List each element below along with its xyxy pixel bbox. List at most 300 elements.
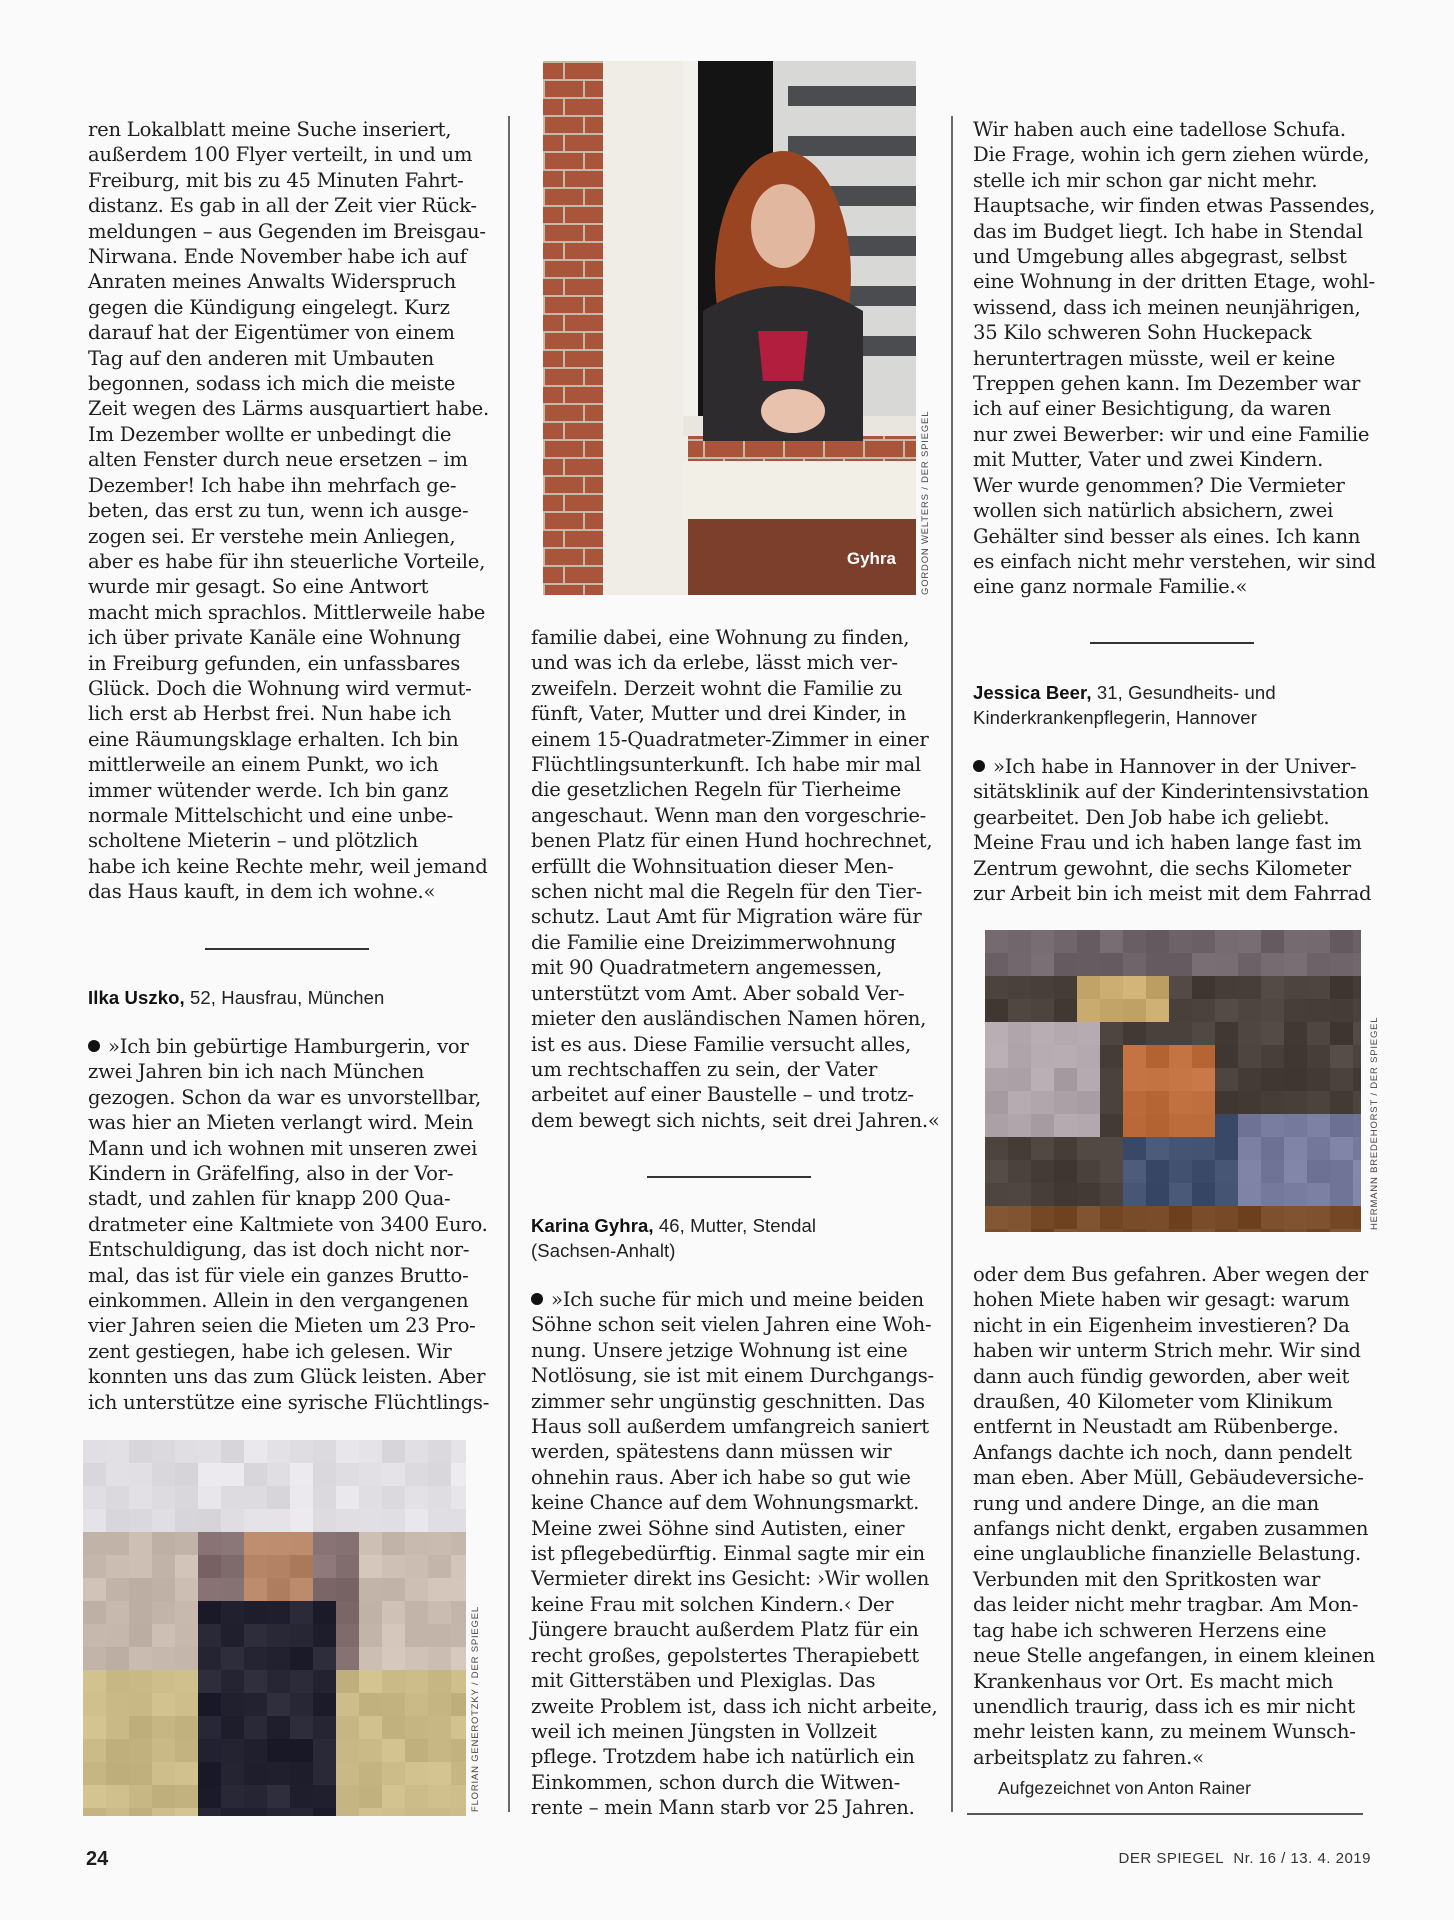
mosaic-tile — [1054, 1091, 1077, 1114]
mosaic-tile — [175, 1762, 198, 1785]
mosaic-tile — [1169, 999, 1192, 1022]
text-line-content: ich über private Kanäle eine Wohnung — [88, 626, 461, 650]
mosaic-tile — [1077, 930, 1100, 953]
mosaic-tile — [1215, 1206, 1238, 1229]
text-line-content: normale Mittelschicht und eine unbe- — [88, 803, 453, 827]
mosaic-tile — [244, 1578, 267, 1601]
mosaic-tile — [152, 1486, 175, 1509]
mosaic-tile — [336, 1555, 359, 1578]
mosaic-tile — [336, 1739, 359, 1762]
text-line — [973, 498, 1373, 523]
text-line — [531, 1592, 931, 1617]
text-line — [88, 193, 488, 218]
magazine-name: DER SPIEGEL — [1118, 1850, 1225, 1867]
mosaic-tile — [290, 1601, 313, 1624]
mosaic-tile — [83, 1440, 106, 1463]
mosaic-tile — [152, 1739, 175, 1762]
mosaic-tile — [1238, 1229, 1261, 1232]
text-line-content: nur zwei Bewerber: wir und eine Familie — [973, 422, 1370, 446]
text-line-content: Dezember! Ich habe ihn mehrfach ge- — [88, 473, 457, 497]
mosaic-tile — [1031, 953, 1054, 976]
text-line-content: fünft, Vater, Mutter und drei Kinder, in — [531, 702, 907, 726]
text-line — [973, 1516, 1373, 1541]
mosaic-tile — [1215, 1229, 1238, 1232]
mosaic-tile — [175, 1532, 198, 1555]
mosaic-tile — [382, 1670, 405, 1693]
mosaic-tile — [175, 1601, 198, 1624]
mosaic-tile — [313, 1808, 336, 1816]
text-line — [88, 1263, 488, 1288]
mosaic-tile — [313, 1785, 336, 1808]
mosaic-tile — [221, 1647, 244, 1670]
text-line — [531, 1465, 931, 1490]
mosaic-tile — [198, 1486, 221, 1509]
text-line — [973, 295, 1373, 320]
text-line-content: begonnen, sodass ich mich die meiste — [88, 372, 456, 396]
mosaic-tile — [405, 1440, 428, 1463]
mosaic-tile — [1261, 1091, 1284, 1114]
text-line-content: oder dem Bus gefahren. Aber wegen der — [973, 1263, 1368, 1286]
mosaic-tile — [1077, 1091, 1100, 1114]
mosaic-tile — [1100, 1137, 1123, 1160]
text-line-content: wurde mir gesagt. So eine Antwort — [88, 575, 429, 599]
text-line-content: schen nicht mal die Regeln für den Tier- — [531, 880, 923, 904]
text-line — [973, 1491, 1373, 1516]
mosaic-tile — [1330, 1160, 1353, 1183]
mosaic-tile — [1192, 1114, 1215, 1137]
text-line — [973, 1618, 1373, 1643]
photo-credit: FLORIAN GENEROTZKY / DER SPIEGEL — [470, 1606, 481, 1812]
mosaic-tile — [382, 1762, 405, 1785]
text-line — [88, 651, 488, 676]
mosaic-tile — [1261, 999, 1284, 1022]
mosaic-tile — [451, 1509, 466, 1532]
mosaic-tile — [1353, 1229, 1361, 1232]
mosaic-tile — [1054, 1206, 1077, 1229]
mosaic-tile — [405, 1532, 428, 1555]
text-line-content: das leider nicht mehr tragbar. Am Mon- — [973, 1593, 1359, 1617]
mosaic-tile — [313, 1463, 336, 1486]
mosaic-tile — [1307, 1068, 1330, 1091]
mosaic-tile — [985, 930, 1008, 953]
mosaic-tile — [221, 1785, 244, 1808]
mosaic-tile — [244, 1624, 267, 1647]
mosaic-tile — [106, 1624, 129, 1647]
mosaic-tile — [313, 1716, 336, 1739]
mosaic-tile — [1307, 1137, 1330, 1160]
mosaic-tile — [1307, 953, 1330, 976]
mosaic-tile — [152, 1555, 175, 1578]
text-line — [88, 803, 488, 828]
text-line — [531, 1719, 931, 1744]
bullet-icon — [973, 760, 985, 772]
mosaic-tile — [1077, 1068, 1100, 1091]
mosaic-tile — [1008, 1206, 1031, 1229]
mosaic-tile — [1353, 1045, 1361, 1068]
mosaic-tile — [1307, 1183, 1330, 1206]
text-line-content: anfangs nicht denkt, ergaben zusammen — [973, 1517, 1369, 1541]
text-line-content: neue Stelle angefangen, in einem kleinen — [973, 1644, 1375, 1668]
mosaic-tile — [1054, 999, 1077, 1022]
mosaic-tile — [198, 1647, 221, 1670]
mosaic-tile — [152, 1693, 175, 1716]
text-line — [973, 168, 1373, 193]
jessica-beer-quote-continued — [973, 1262, 1373, 1770]
mosaic-tile — [1284, 1091, 1307, 1114]
text-line — [531, 1439, 931, 1464]
mosaic-tile — [129, 1647, 152, 1670]
text-line — [531, 1414, 931, 1439]
mosaic-tile — [1077, 1160, 1100, 1183]
mosaic-tile — [1261, 1068, 1284, 1091]
mosaic-tile — [290, 1578, 313, 1601]
mosaic-tile — [1146, 1022, 1169, 1045]
pixelated-image — [83, 1440, 466, 1816]
mosaic-tile — [198, 1785, 221, 1808]
mosaic-tile — [1215, 1114, 1238, 1137]
text-line — [88, 625, 488, 650]
mosaic-tile — [336, 1578, 359, 1601]
mosaic-tile — [1330, 1114, 1353, 1137]
text-line-content: 35 Kilo schweren Sohn Huckepack — [973, 321, 1312, 345]
text-line — [88, 1059, 488, 1084]
text-line — [88, 1339, 488, 1364]
text-line — [973, 244, 1373, 269]
text-line — [531, 1338, 931, 1363]
mosaic-tile — [359, 1670, 382, 1693]
text-line — [88, 142, 488, 167]
mosaic-tile — [129, 1578, 152, 1601]
text-line-content: ich unterstütze eine syrische Flüchtlings- — [88, 1390, 490, 1414]
mosaic-tile — [359, 1808, 382, 1816]
mosaic-tile — [106, 1555, 129, 1578]
photo-jessica-beer-pixelated — [985, 930, 1361, 1232]
mosaic-tile — [221, 1670, 244, 1693]
text-line-content: benen Platz für einen Hund hochrechnet, — [531, 829, 933, 853]
text-line — [531, 1617, 931, 1642]
mosaic-tile — [405, 1808, 428, 1816]
mosaic-tile — [382, 1532, 405, 1555]
mosaic-tile — [1284, 1045, 1307, 1068]
magazine-issue — [1119, 1850, 1371, 1867]
mosaic-tile — [244, 1785, 267, 1808]
mosaic-tile — [1123, 1206, 1146, 1229]
mosaic-tile — [1353, 1114, 1361, 1137]
mosaic-tile — [405, 1486, 428, 1509]
mosaic-tile — [451, 1486, 466, 1509]
mosaic-tile — [1008, 1137, 1031, 1160]
mosaic-tile — [359, 1716, 382, 1739]
mosaic-tile — [313, 1647, 336, 1670]
mosaic-tile — [428, 1808, 451, 1816]
mosaic-tile — [198, 1601, 221, 1624]
text-line — [973, 422, 1373, 447]
mosaic-tile — [336, 1440, 359, 1463]
mosaic-tile — [83, 1785, 106, 1808]
text-line-content: unendlich traurig, dass ich es mir nicht — [973, 1694, 1355, 1718]
mosaic-tile — [152, 1808, 175, 1816]
mosaic-tile — [405, 1509, 428, 1532]
text-line — [531, 1541, 931, 1566]
photo-karina-gyhra — [543, 61, 916, 595]
mosaic-tile — [1031, 1229, 1054, 1232]
text-line-content: darauf hat der Eigentümer von einem — [88, 321, 455, 345]
text-line — [88, 1110, 488, 1135]
mosaic-tile — [1146, 1045, 1169, 1068]
text-line — [531, 1082, 931, 1107]
mosaic-tile — [985, 1229, 1008, 1232]
mosaic-tile — [244, 1555, 267, 1578]
text-line-content: zur Arbeit bin ich meist mit dem Fahrrad — [973, 882, 1372, 906]
mosaic-tile — [1123, 1091, 1146, 1114]
mosaic-tile — [1330, 976, 1353, 999]
text-line-content: unterstützt vom Amt. Aber sobald Ver- — [531, 981, 905, 1005]
text-line-content: weil ich meinen Jüngsten in Vollzeit — [531, 1719, 877, 1743]
text-line — [88, 524, 488, 549]
mosaic-tile — [152, 1532, 175, 1555]
mosaic-tile — [1261, 1229, 1284, 1232]
mosaic-tile — [106, 1716, 129, 1739]
mosaic-tile — [152, 1463, 175, 1486]
mosaic-tile — [1192, 1091, 1215, 1114]
mosaic-tile — [1169, 976, 1192, 999]
mosaic-tile — [198, 1440, 221, 1463]
mosaic-tile — [1008, 1114, 1031, 1137]
mosaic-tile — [1215, 1160, 1238, 1183]
text-line — [531, 701, 931, 726]
mosaic-tile — [382, 1601, 405, 1624]
right-column-continued-text — [973, 117, 1376, 600]
mosaic-tile — [1215, 1091, 1238, 1114]
mosaic-tile — [106, 1486, 129, 1509]
text-line-content: zogen sei. Er verstehe mein Anliegen, — [88, 524, 456, 548]
text-line — [88, 828, 488, 853]
mosaic-tile — [1031, 1114, 1054, 1137]
mosaic-tile — [405, 1624, 428, 1647]
mosaic-tile — [290, 1624, 313, 1647]
mosaic-tile — [106, 1762, 129, 1785]
text-line — [88, 295, 488, 320]
mosaic-tile — [336, 1532, 359, 1555]
text-line-content: rente – mein Mann starb vor 25 Jahren. — [531, 1796, 915, 1820]
text-line — [88, 879, 488, 904]
text-line — [973, 805, 1373, 830]
mosaic-tile — [106, 1647, 129, 1670]
mosaic-tile — [1077, 1022, 1100, 1045]
mosaic-tile — [83, 1463, 106, 1486]
text-line — [973, 1338, 1373, 1363]
text-line — [88, 1161, 488, 1186]
mosaic-tile — [1238, 1022, 1261, 1045]
text-line — [531, 650, 931, 675]
text-line-content: Anfangs dachte ich noch, dann pendelt — [973, 1440, 1352, 1464]
mosaic-tile — [1008, 1229, 1031, 1232]
mosaic-tile — [1330, 1229, 1353, 1232]
mosaic-tile — [175, 1647, 198, 1670]
text-line — [973, 1287, 1373, 1312]
mosaic-tile — [1031, 1137, 1054, 1160]
mosaic-tile — [1238, 930, 1261, 953]
mosaic-tile — [221, 1440, 244, 1463]
mosaic-tile — [221, 1578, 244, 1601]
mosaic-tile — [451, 1762, 466, 1785]
mosaic-tile — [359, 1555, 382, 1578]
mosaic-tile — [244, 1670, 267, 1693]
mosaic-tile — [428, 1486, 451, 1509]
mosaic-tile — [1100, 953, 1123, 976]
text-line — [531, 1566, 931, 1591]
mosaic-tile — [83, 1601, 106, 1624]
mosaic-tile — [336, 1601, 359, 1624]
mosaic-tile — [382, 1463, 405, 1486]
text-line — [88, 778, 488, 803]
profile-name: Karina Gyhra, — [531, 1215, 654, 1236]
text-line-content: Meine Frau und ich haben lange fast im — [973, 831, 1362, 855]
text-line-content: mit 90 Quadratmetern angemessen, — [531, 956, 882, 980]
text-line — [973, 881, 1373, 906]
text-line-content: zweite Problem ist, dass ich nicht arbeite, — [531, 1694, 938, 1718]
mosaic-tile — [152, 1509, 175, 1532]
mosaic-tile — [129, 1739, 152, 1762]
text-line-content: aber es habe für ihn steuerliche Vorteile, — [88, 549, 486, 573]
mosaic-tile — [451, 1532, 466, 1555]
mosaic-tile — [1123, 930, 1146, 953]
mosaic-tile — [83, 1624, 106, 1647]
mosaic-tile — [83, 1509, 106, 1532]
text-line — [531, 1744, 931, 1769]
mosaic-tile — [1123, 953, 1146, 976]
mosaic-tile — [290, 1762, 313, 1785]
mosaic-tile — [451, 1555, 466, 1578]
mosaic-tile — [1238, 1183, 1261, 1206]
mosaic-tile — [336, 1785, 359, 1808]
text-line — [531, 981, 931, 1006]
text-line-content: dratmeter eine Kaltmiete von 3400 Euro. — [88, 1212, 488, 1236]
mosaic-tile — [106, 1693, 129, 1716]
mosaic-tile — [221, 1762, 244, 1785]
mosaic-tile — [290, 1716, 313, 1739]
text-line-content: die Familie eine Dreizimmerwohnung — [531, 930, 896, 954]
text-line-content: schutz. Laut Amt für Migration wäre für — [531, 905, 922, 929]
mosaic-tile — [428, 1739, 451, 1762]
mosaic-tile — [405, 1647, 428, 1670]
mosaic-tile — [1169, 1206, 1192, 1229]
text-line-content: nung. Unsere jetzige Wohnung ist eine — [531, 1338, 908, 1362]
mosaic-tile — [405, 1693, 428, 1716]
mosaic-tile — [1238, 999, 1261, 1022]
text-line-content: haben wir unterm Strich mehr. Wir sind — [973, 1339, 1361, 1363]
mosaic-tile — [1169, 1022, 1192, 1045]
mosaic-tile — [1192, 976, 1215, 999]
text-line — [531, 1389, 931, 1414]
mosaic-tile — [451, 1601, 466, 1624]
mosaic-tile — [221, 1555, 244, 1578]
text-line-content: mieter den ausländischen Namen hören, — [531, 1007, 927, 1031]
text-line — [973, 269, 1373, 294]
mosaic-tile — [83, 1486, 106, 1509]
issue-date: Nr. 16 / 13. 4. 2019 — [1233, 1850, 1371, 1867]
mosaic-tile — [106, 1601, 129, 1624]
mosaic-tile — [359, 1532, 382, 1555]
mosaic-tile — [1238, 1137, 1261, 1160]
mosaic-tile — [198, 1532, 221, 1555]
text-line — [88, 219, 488, 244]
text-line — [531, 1643, 931, 1668]
mosaic-tile — [175, 1463, 198, 1486]
mosaic-tile — [1008, 1022, 1031, 1045]
mosaic-tile — [1284, 1183, 1307, 1206]
mosaic-tile — [1146, 1183, 1169, 1206]
text-line-content: alten Fenster durch neue ersetzen – im — [88, 448, 468, 472]
mosaic-tile — [152, 1440, 175, 1463]
text-line — [973, 1694, 1373, 1719]
mosaic-tile — [1123, 999, 1146, 1022]
mosaic-tile — [1169, 1183, 1192, 1206]
text-line-content: Zentrum gewohnt, die sechs Kilometer — [973, 856, 1351, 880]
text-line-content: immer wütender werde. Ich bin ganz — [88, 778, 449, 802]
mosaic-tile — [221, 1601, 244, 1624]
mosaic-tile — [106, 1739, 129, 1762]
text-line — [531, 752, 931, 777]
mosaic-tile — [1008, 1160, 1031, 1183]
mosaic-tile — [1008, 1183, 1031, 1206]
text-line-content: dem bewegt sich nichts, seit drei Jahren.« — [531, 1108, 940, 1132]
text-line-content: entfernt in Neustadt am Rübenberge. — [973, 1415, 1339, 1439]
mosaic-tile — [313, 1624, 336, 1647]
mosaic-tile — [1353, 953, 1361, 976]
text-line — [973, 1719, 1373, 1744]
mosaic-tile — [1169, 953, 1192, 976]
text-line — [973, 549, 1376, 574]
text-line — [531, 955, 931, 980]
text-line — [531, 1032, 931, 1057]
mosaic-tile — [336, 1670, 359, 1693]
mosaic-tile — [382, 1785, 405, 1808]
mosaic-tile — [175, 1624, 198, 1647]
text-line-content: in Freiburg gefunden, ein unfassbares — [88, 651, 461, 675]
text-line — [531, 1668, 931, 1693]
mosaic-tile — [1284, 1114, 1307, 1137]
text-line — [973, 1440, 1373, 1465]
mosaic-tile — [1031, 1183, 1054, 1206]
mosaic-tile — [198, 1624, 221, 1647]
text-line-content: wissend, dass ich meinen neunjährigen, — [973, 295, 1361, 319]
mosaic-tile — [359, 1739, 382, 1762]
mosaic-tile — [1353, 1068, 1361, 1091]
mosaic-tile — [1054, 1022, 1077, 1045]
mosaic-tile — [1192, 1068, 1215, 1091]
mosaic-tile — [1123, 1183, 1146, 1206]
mosaic-tile — [1077, 1206, 1100, 1229]
mosaic-tile — [1077, 1229, 1100, 1232]
text-line-content: beten, das erst zu tun, wenn ich ausge- — [88, 499, 469, 523]
text-line — [531, 676, 931, 701]
mosaic-tile — [1100, 1114, 1123, 1137]
mosaic-tile — [1215, 1068, 1238, 1091]
mosaic-tile — [1146, 1091, 1169, 1114]
text-line-content: Krankenhaus vor Ort. Es macht mich — [973, 1669, 1334, 1693]
mosaic-tile — [267, 1647, 290, 1670]
mosaic-tile — [106, 1532, 129, 1555]
text-line-content: Jüngere braucht außerdem Platz für ein — [531, 1618, 919, 1642]
mosaic-tile — [106, 1670, 129, 1693]
mosaic-tile — [428, 1463, 451, 1486]
mosaic-tile — [451, 1739, 466, 1762]
mosaic-tile — [405, 1578, 428, 1601]
mosaic-tile — [244, 1463, 267, 1486]
mosaic-tile — [359, 1624, 382, 1647]
ilka-uszko-quote — [88, 1034, 488, 1415]
